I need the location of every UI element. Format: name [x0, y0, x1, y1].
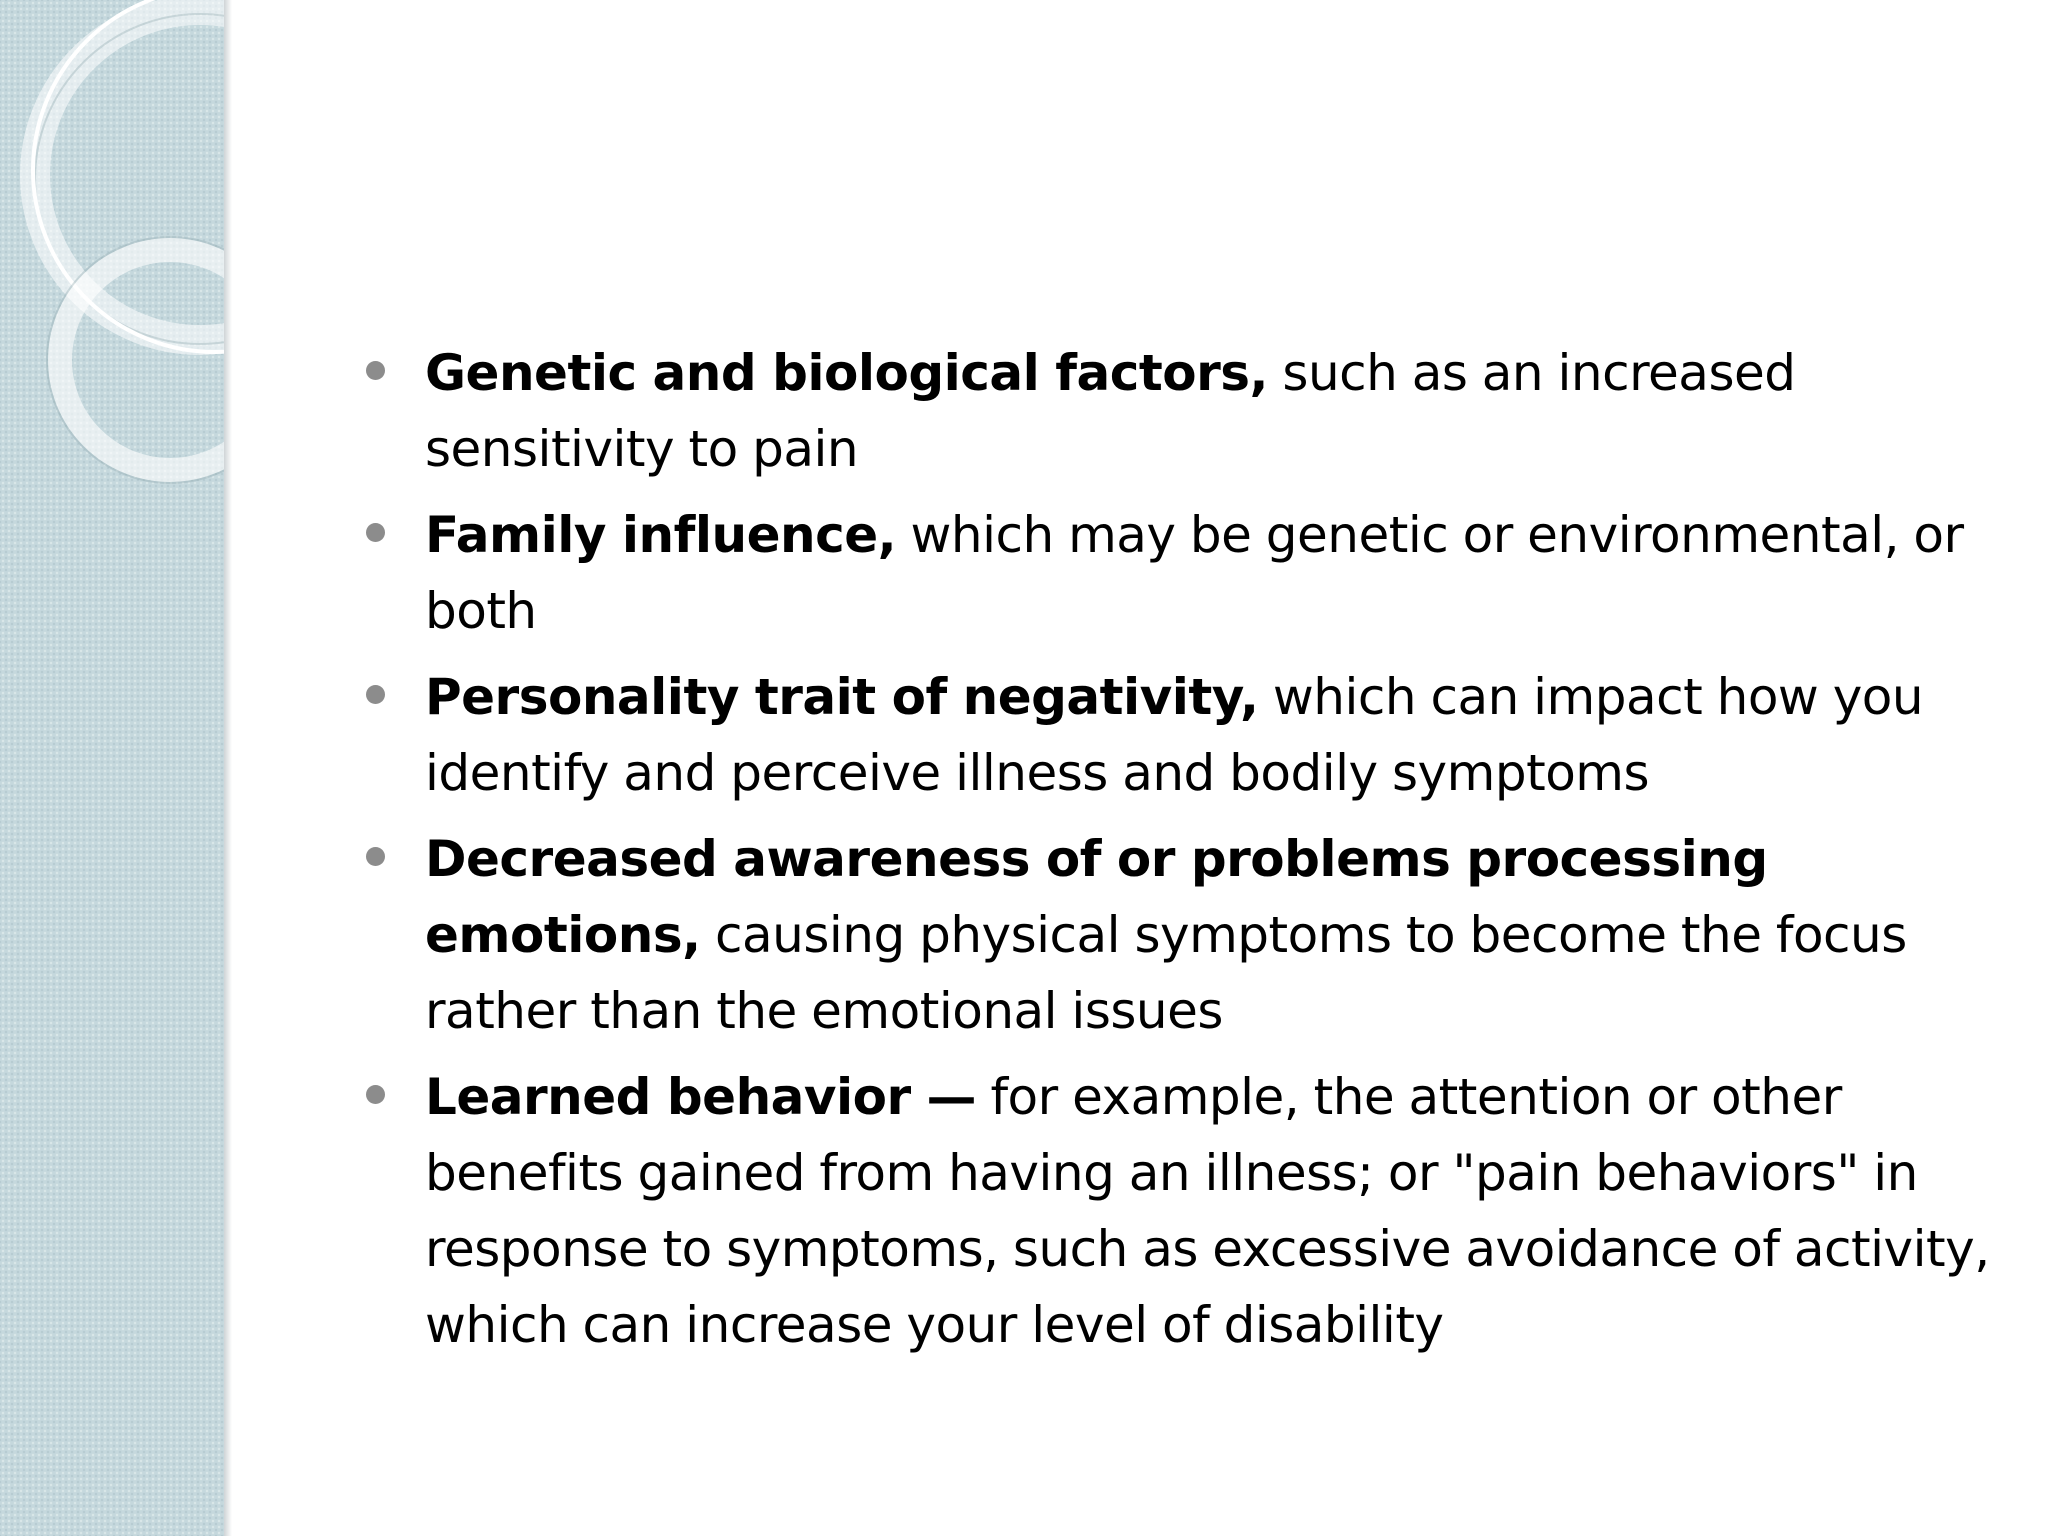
bullet-lead: Personality trait of negativity,: [425, 668, 1259, 726]
bullet-dot-icon: [366, 847, 385, 866]
bullet-item-family-influence: [355, 497, 1995, 649]
bullet-dot-icon: [366, 523, 385, 542]
bullet-lead: Decreased awareness of or problems processing emotions,: [425, 830, 1768, 964]
bullet-item-decreased-awareness: [355, 821, 1995, 1049]
bullet-list: [355, 335, 1995, 1363]
decorative-rings-icon: [0, 0, 224, 520]
bullet-dot-icon: [366, 361, 385, 380]
side-band-shadow: [224, 0, 232, 1536]
bullet-item-personality-trait: [355, 659, 1995, 811]
bullet-content: [355, 335, 1995, 1373]
bullet-item-learned-behavior: [355, 1059, 1995, 1363]
bullet-lead: Learned behavior —: [425, 1068, 977, 1126]
bullet-text: for example, the attention or other benefits gained from having an illness; or "pain behaviors" in response to symptoms, such as excessive avoidance of activity, which can increase your level of disability: [425, 1068, 1990, 1354]
bullet-dot-icon: [366, 685, 385, 704]
bullet-text: which may be genetic or environmental, or both: [425, 506, 1964, 640]
bullet-item-genetic-factors: [355, 335, 1995, 487]
bullet-lead: Family influence,: [425, 506, 897, 564]
bullet-text: which can impact how you identify and perceive illness and bodily symptoms: [425, 668, 1924, 802]
bullet-lead: Genetic and biological factors,: [425, 344, 1268, 402]
bullet-text: causing physical symptoms to become the focus rather than the emotional issues: [425, 906, 1907, 1040]
bullet-dot-icon: [366, 1085, 385, 1104]
bullet-text: such as an increased sensitivity to pain: [425, 344, 1796, 478]
